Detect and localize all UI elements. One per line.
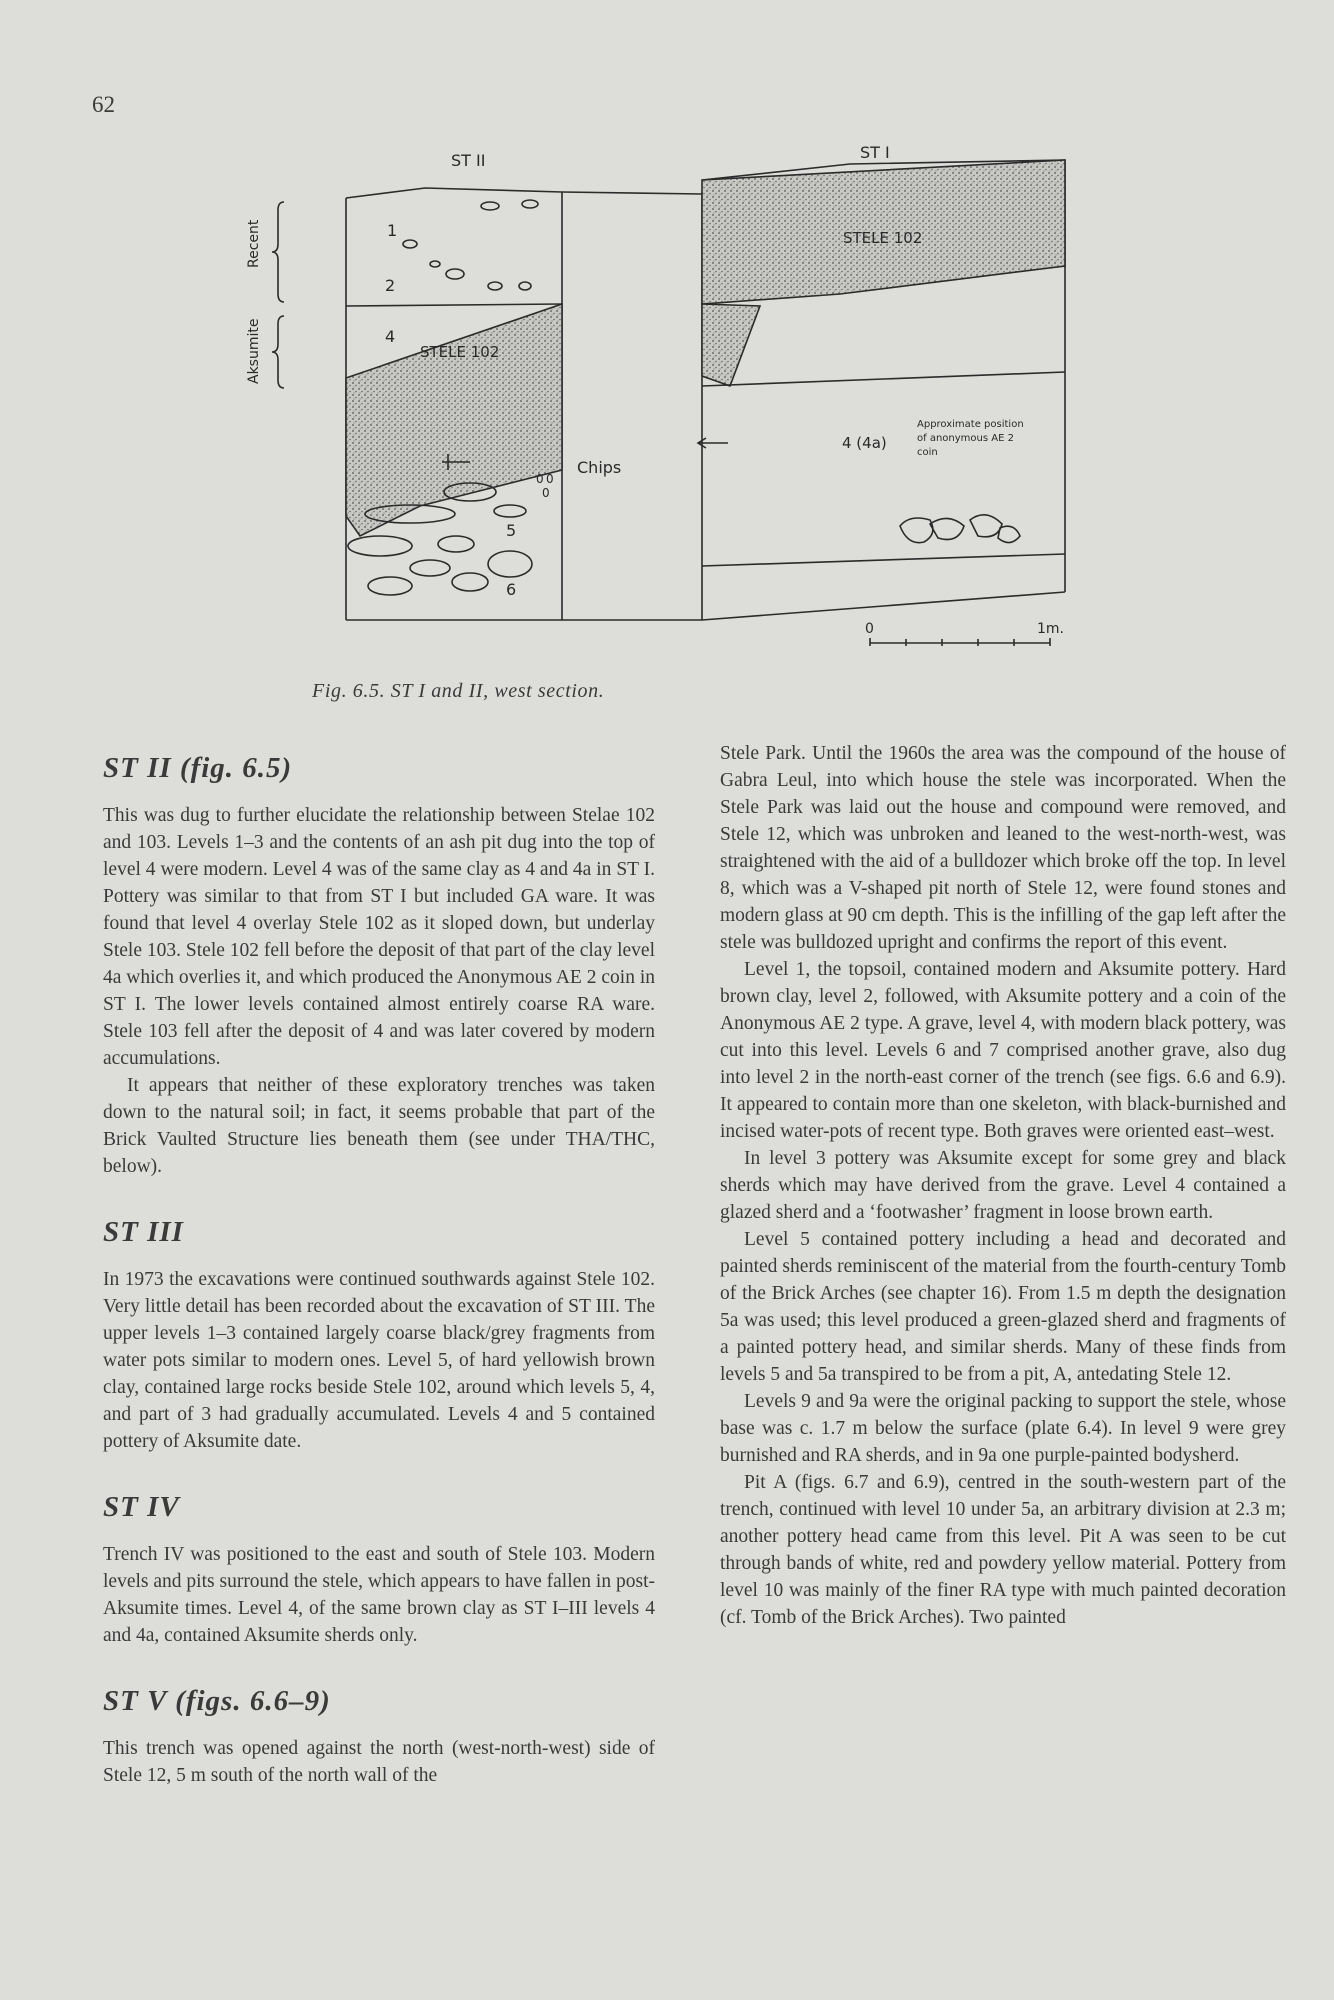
chip-mark-2: 0 <box>546 472 554 486</box>
st2-paragraph-2: It appears that neither of these exploratory trenches was taken down to the natural soil; in fact, it seems probable that part of the Brick Vaulted Structure lies beneath them (see under THA/THC, below). <box>103 1075 655 1177</box>
st3-paragraph-1: In 1973 the excavations were continued southwards against Stele 102. Very little detail has been recorded about the excavation of ST III. The upper levels 1–3 contained largely coarse black/grey fragments from water pots similar to modern ones. Level 5, of hard yellowish brown clay, contained large rocks beside Stele 102, around which levels 5, 4, and part of 3 had gradually accumulated. Levels 4 and 5 contained pottery of Aksumite date. <box>103 1269 655 1452</box>
recent-boundary <box>346 304 562 306</box>
label-recent: Recent <box>246 219 262 268</box>
chip-mark-3: 0 <box>542 486 550 500</box>
heading-st4: ST IV <box>103 1491 180 1523</box>
surface-line-left <box>346 188 562 198</box>
section-st4 <box>103 1489 655 1649</box>
approx-line-3: coin <box>917 447 938 458</box>
level-2: 2 <box>385 276 396 295</box>
scale-end: 1m. <box>1037 621 1064 637</box>
label-st2: ST II <box>451 151 486 170</box>
section-drawing <box>246 136 1100 656</box>
figure-caption: Fig. 6.5. ST I and II, west section. <box>312 680 605 702</box>
right-paragraph-6: Pit A (figs. 6.7 and 6.9), centred in the south-western part of the trench, continued with level 10 under 5a, an arbitrary division at 2.3 m; another pottery head came from this level. Pit A was seen to be cut through bands of white, red and powdery yellow material. Pottery from level 10 was mainly of the finer RA type with much painted decoration (cf. Tomb of the Brick Arches). Two painted <box>720 1472 1286 1628</box>
heading-st5: ST V (figs. 6.6–9) <box>103 1685 331 1717</box>
level-6: 6 <box>506 580 517 599</box>
section-drawing-figure <box>246 136 1100 656</box>
right-paragraph-1: Stele Park. Until the 1960s the area was the compound of the house of Gabra Leul, into which house the stele was incorporated. When the Stele Park was laid out the house and compound were removed, and Stele 12, which was unbroken and leaned to the west-north-west, was straightened with the aid of a bulldozer which broke off the top. In level 8, which was a V-shaped pit north of Stele 12, were found stones and modern glass at 90 cm depth. This is the infilling of the gap left after the stele was bulldozed upright and confirms the report of this event. <box>720 743 1286 953</box>
right-paragraph-5: Levels 9 and 9a were the original packing to support the stele, whose base was c. 1.7 m below the surface (plate 6.4). In level 9 were grey burnished and RA sherds, and in 9a one purple-painted bodysherd. <box>720 1391 1286 1466</box>
level-5: 5 <box>506 521 517 540</box>
right-column <box>720 740 1286 1631</box>
section-st3 <box>103 1214 655 1455</box>
label-stele-left: STELE 102 <box>420 343 500 361</box>
right-paragraph-4: Level 5 contained pottery including a head and decorated and painted sherds reminiscent of the material from the fourth-century Tomb of the Brick Arches (see chapter 16). From 1.5 m depth the designation 5a was used; this level produced a green-glazed sherd and fragments of a painted pottery head, and similar sherds. Many of these finds from levels 5 and 5a transpired to be from a pit, A, antedating Stele 12. <box>720 1229 1286 1385</box>
chip-mark-1: 0 <box>536 472 544 486</box>
label-stele-right: STELE 102 <box>843 229 923 247</box>
label-st1: ST I <box>860 143 890 162</box>
approx-line-1: Approximate position <box>917 419 1024 430</box>
st4-paragraph-1: Trench IV was positioned to the east and south of Stele 103. Modern levels and pits surround the stele, which appears to have fallen in post-Aksumite times. Level 4, of the same brown clay as ST I–III levels 4 and 4a, contained Aksumite sherds only. <box>103 1544 655 1646</box>
section-st5 <box>103 1683 655 1789</box>
section-st2 <box>103 750 655 1180</box>
approx-line-2: of anonymous AE 2 <box>917 433 1014 444</box>
heading-st3: ST III <box>103 1216 184 1248</box>
heading-st2: ST II (fig. 6.5) <box>103 752 293 784</box>
page-number: 62 <box>92 92 115 117</box>
level-1: 1 <box>387 221 398 240</box>
level-4: 4 <box>385 327 396 346</box>
st5-paragraph-1: This trench was opened against the north (west-north-west) side of Stele 12, 5 m south of the north wall of the <box>103 1738 655 1786</box>
label-chips: Chips <box>577 458 622 477</box>
st2-paragraph-1: This was dug to further elucidate the relationship between Stelae 102 and 103. Levels 1–3 and the contents of an ash pit dug into the top of level 4 were modern. Level 4 was of the same clay as 4 and 4a in ST I. Pottery was similar to that from ST I but included GA ware. It was found that level 4 overlay Stele 102 as it sloped down, but underlay Stele 103. Stele 102 fell before the deposit of that part of the clay level 4a which overlies it, and which produced the Anonymous AE 2 coin in ST I. The lower levels contained almost entirely coarse RA ware. Stele 103 fell after the deposit of 4 and was later covered by modern accumulations. <box>103 805 655 1069</box>
left-column <box>103 750 655 1823</box>
label-aksumite: Aksumite <box>246 318 262 384</box>
right-paragraph-2: Level 1, the topsoil, contained modern and Aksumite pottery. Hard brown clay, level 2, followed, with Aksumite pottery and a coin of the Anonymous AE 2 type. A grave, level 4, with modern black pottery, was cut into this level. Levels 6 and 7 comprised another grave, also dug into level 2 in the north-east corner of the trench (see figs. 6.6 and 6.9). It appeared to contain more than one skeleton, with black-burnished and incised water-pots of recent type. Both graves were oriented east–west. <box>720 959 1286 1142</box>
scale-zero: 0 <box>865 621 874 637</box>
label-4-4a: 4 (4a) <box>842 434 887 452</box>
right-paragraph-3: In level 3 pottery was Aksumite except for some grey and black sherds which may have derived from the grave. Level 4 contained a glazed sherd and a ‘footwasher’ fragment in loose brown earth. <box>720 1148 1286 1223</box>
stele-102-left <box>346 304 562 536</box>
